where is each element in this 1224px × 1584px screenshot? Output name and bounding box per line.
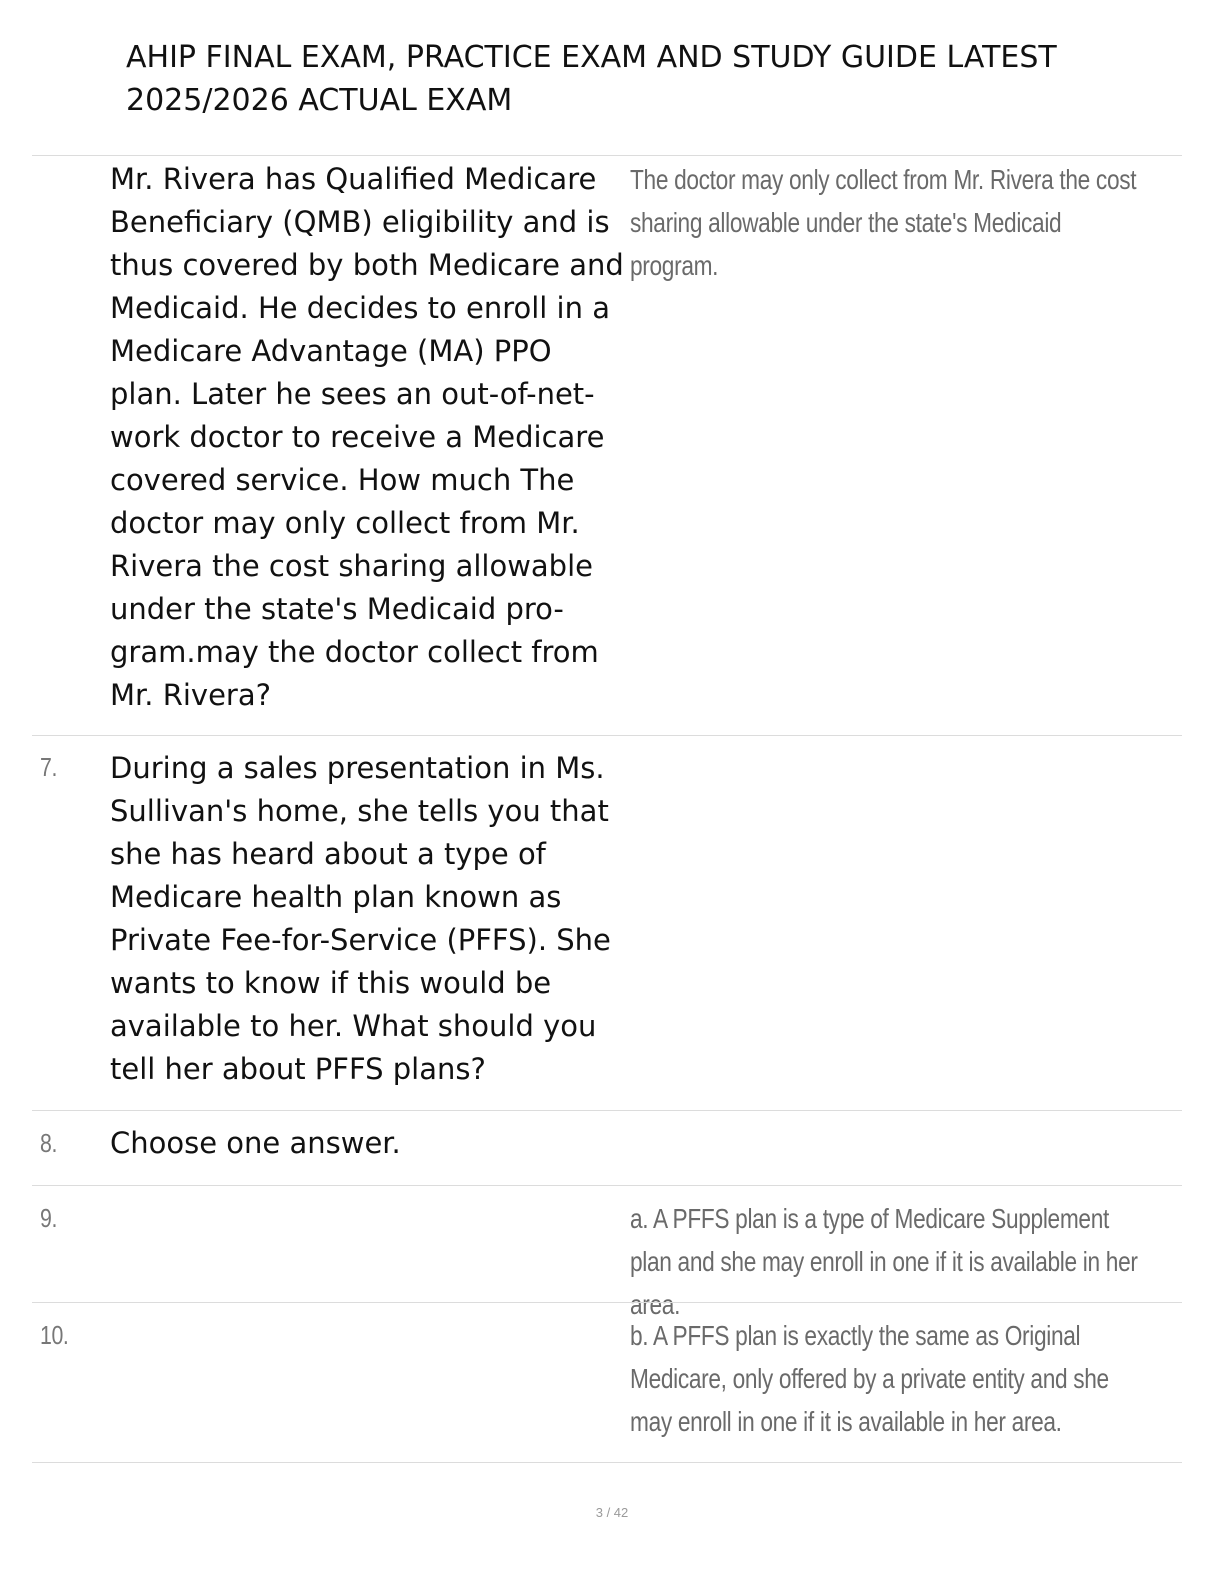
row-divider: [32, 155, 1182, 156]
answer-text: The doctor may only collect from Mr. Rivera the cost sharing allowable under the state's Medicaid program.: [630, 164, 1137, 281]
question-number: 9.: [40, 1203, 57, 1233]
question-text: Mr. Rivera has Qualified Medicare Beneficiary (QMB) eligibility and is thus covered by both Medicare and Medicaid. He decides to enroll in a Medicare Advantage (MA) PPO plan. Later he sees an out-of-net- work doctor to receive a Medicare covered service. How much The doctor may only collect from Mr. Rivera the cost sharing allowable under the state's Medicaid pro- gram.may the doctor collect from Mr. Rivera?: [110, 162, 624, 712]
document-title: AHIP FINAL EXAM, PRACTICE EXAM AND STUDY GUIDE LATEST 2025/2026 ACTUAL EXAM: [126, 40, 1057, 118]
question-number: 8.: [40, 1128, 57, 1158]
question-text: During a sales presentation in Ms. Sullivan's home, she tells you that she has heard about a type of Medicare health plan known as Private Fee-for-Service (PFFS). She wants to know if this would be available to her. What should you tell her about PFFS plans?: [110, 751, 611, 1086]
question-text: Choose one answer.: [110, 1126, 401, 1160]
question-number: 7.: [40, 752, 57, 782]
row-divider: [32, 1302, 1182, 1303]
answer-text: a. A PFFS plan is a type of Medicare Supplement plan and she may enroll in one if it is available in her area.: [630, 1203, 1138, 1320]
row-divider: [32, 1462, 1182, 1463]
answer-text: b. A PFFS plan is exactly the same as Original Medicare, only offered by a private entity and she may enroll in one if it is available in her area.: [630, 1320, 1109, 1437]
row-divider: [32, 1185, 1182, 1186]
row-divider: [32, 735, 1182, 736]
row-divider: [32, 1110, 1182, 1111]
page-number: 3 / 42: [595, 1505, 629, 1520]
question-number: 10.: [40, 1320, 69, 1350]
